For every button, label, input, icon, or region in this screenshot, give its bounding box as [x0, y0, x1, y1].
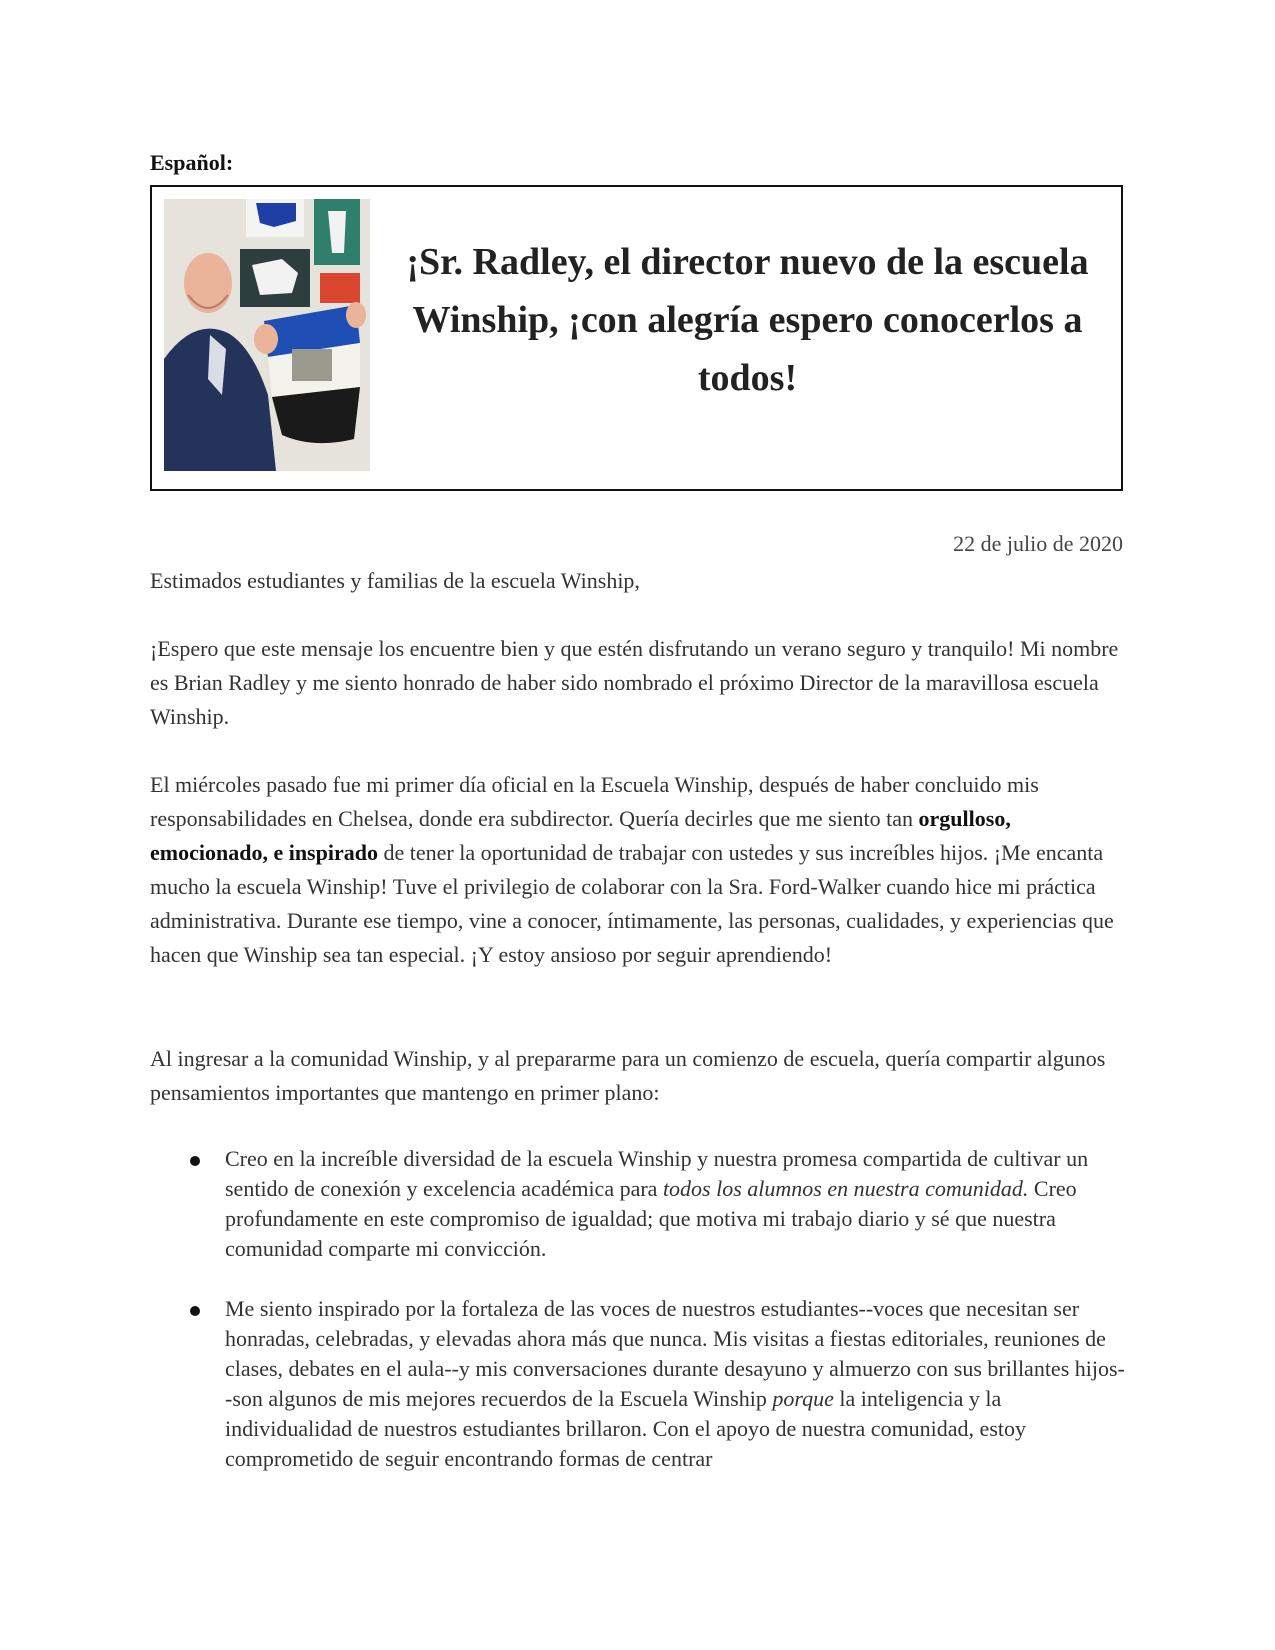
- headline: [370, 233, 1125, 407]
- director-photo: [164, 199, 370, 471]
- paragraph-emphasis: orgulloso, emocionado, e inspirado: [150, 806, 1011, 865]
- list-item: [150, 1294, 1125, 1474]
- bullet-icon: [190, 1156, 200, 1166]
- list-item-text: Creo profundamente en este compromiso de igualdad; que motiva mi trabajo diario y sé que nuestra comunidad comparte mi convicción.: [225, 1176, 1077, 1261]
- list-item: [150, 1144, 1125, 1264]
- list-item-text: Creo en la increíble diversidad de la escuela Winship y nuestra promesa compartida de cultivar un sentido de conexión y excelencia académica para: [225, 1146, 1089, 1201]
- paragraph-text: El miércoles pasado fue mi primer día oficial en la Escuela Winship, después de haber concluido mis responsabilidades en Chelsea, donde era subdirector. Quería decirles que me siento tan: [150, 772, 1039, 831]
- list-item-text: Me siento inspirado por la fortaleza de las voces de nuestros estudiantes--voces que necesitan ser honradas, celebradas, y elevadas ahora más que nunca. Mis visitas a fiestas editoriales, reuniones de clases, debates en el aula--y mis conversaciones durante desayuno y almuerzo con sus brillantes hijos--son algunos de mis mejores recuerdos de la Escuela Winship: [225, 1296, 1125, 1411]
- paragraph-text: de tener la oportunidad de trabajar con ustedes y sus increíbles hijos. ¡Me encanta mucho la escuela Winship! Tuve el privilegio de colaborar con la Sra. Ford-Walker cuando hice mi práctica administrativa. Durante ese tiempo, vine a conocer, íntimamente, las personas, cualidades, y experiencias que hacen que Winship sea tan especial. ¡Y estoy ansioso por seguir aprendiendo!: [150, 840, 1114, 967]
- list-item-emphasis: todos los alumnos en nuestra comunidad.: [662, 1176, 1029, 1201]
- paragraph-first-day: [150, 768, 1125, 972]
- letter-date: 22 de julio de 2020: [953, 531, 1123, 556]
- list-item-text: la inteligencia y la individualidad de nuestros estudiantes brillaron. Con el apoyo de nuestra comunidad, estoy comprometido de seguir encontrando formas de centrar: [225, 1386, 1026, 1471]
- header-box: [150, 185, 1123, 491]
- headline-line: todos!: [697, 357, 798, 399]
- paragraph-thoughts: Al ingresar a la comunidad Winship, y al prepararme para un comienzo de escuela, quería compartir algunos pensamientos importantes que mantengo en primer plano:: [150, 1046, 1106, 1105]
- thoughts-list: [150, 1144, 1125, 1504]
- headline-line: Winship, ¡con alegría espero conocerlos a: [412, 299, 1083, 341]
- list-item-emphasis: porque: [772, 1386, 834, 1411]
- headline-line: ¡Sr. Radley, el director nuevo de la escuela: [406, 241, 1089, 283]
- bullet-icon: [190, 1306, 200, 1316]
- paragraph-intro: ¡Espero que este mensaje los encuentre bien y que estén disfrutando un verano seguro y tranquilo! Mi nombre es Brian Radley y me siento honrado de haber sido nombrado el próximo Director de la maravillosa escuela Winship.: [150, 636, 1119, 729]
- salutation: Estimados estudiantes y familias de la escuela Winship,: [150, 568, 640, 593]
- section-label: Español:: [150, 150, 234, 175]
